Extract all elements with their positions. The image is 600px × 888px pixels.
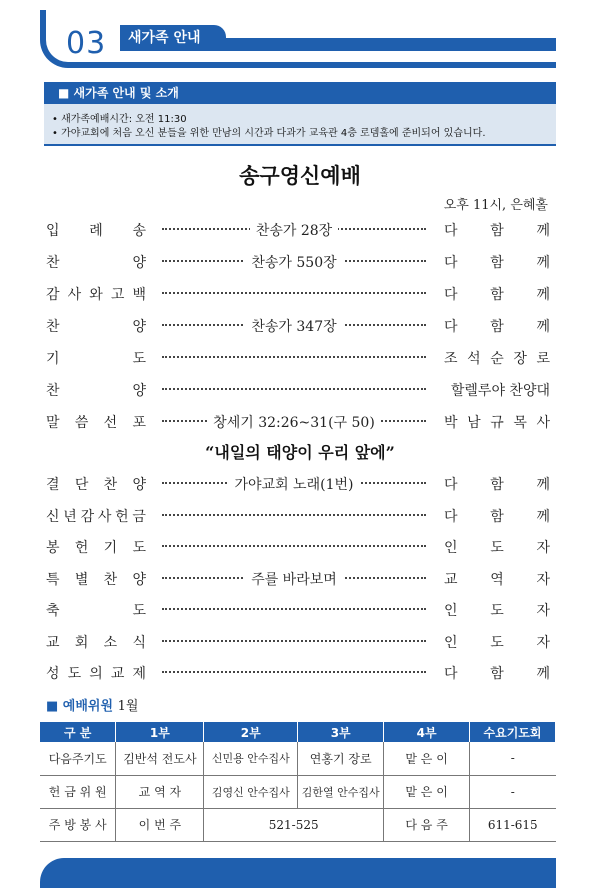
order-item-leader — [444, 220, 550, 240]
order-item-name — [46, 220, 146, 240]
table-cell: 신민용 안수집사 — [204, 742, 298, 775]
order-leader-char: 할렐루야 찬양대 — [450, 383, 550, 399]
order-leader-char: 자 — [536, 634, 550, 651]
order-name-char: 양 — [132, 383, 146, 399]
order-leader-char: 자 — [536, 603, 550, 619]
order-leader-char: 함 — [490, 666, 504, 682]
list-item — [46, 537, 550, 557]
order-name-char: 도 — [132, 351, 146, 367]
order-name-char: 교 — [46, 634, 60, 651]
col-header: 구 분 — [40, 722, 116, 742]
order-leader-char: 장 — [513, 351, 527, 367]
order-item-detail-wrap — [162, 316, 426, 336]
order-name-char: 년 — [63, 508, 77, 525]
order-item-leader — [444, 537, 550, 557]
table-cell: 611-615 — [470, 808, 556, 841]
notice-line: • 새가족예배시간: 오전 11:30 — [52, 114, 187, 125]
table-cell: 연홍기 장로 — [298, 742, 384, 775]
order-item-detail-wrap — [162, 252, 426, 272]
order-item-name — [46, 252, 146, 272]
order-leader-char: 함 — [490, 508, 504, 525]
order-leader-char: 께 — [536, 477, 550, 493]
order-item-name — [46, 537, 146, 557]
order-name-char: 찬 — [103, 477, 118, 493]
order-name-char: 포 — [132, 415, 146, 431]
order-name-char: 례 — [89, 223, 103, 239]
order-leader-char: 도 — [490, 603, 504, 619]
order-item-name — [46, 284, 146, 304]
order-leader-char: 다 — [444, 508, 458, 525]
list-item — [46, 220, 550, 240]
table-cell: 맡 은 이 — [384, 775, 470, 808]
order-leader-char: 규 — [490, 415, 504, 431]
order-item-leader — [444, 506, 550, 526]
order-leader-char: 박 — [444, 415, 458, 431]
order-name-char: 결 — [46, 477, 60, 493]
order-leader-char: 함 — [490, 319, 504, 335]
order-item-detail-wrap — [162, 474, 426, 494]
order-leader-char: 다 — [444, 666, 458, 682]
order-name-char: 송 — [132, 223, 146, 239]
order-leader-char: 자 — [536, 571, 550, 588]
order-item-name — [46, 348, 146, 368]
order-leader-char: 로 — [536, 351, 550, 367]
leader-dots — [162, 671, 426, 673]
service-title: 송구영신예배 — [239, 163, 361, 188]
header-accent-bar — [226, 38, 556, 51]
order-name-char: 양 — [132, 477, 146, 493]
list-item — [46, 252, 550, 272]
list-item — [46, 632, 550, 652]
order-item-name — [46, 632, 146, 652]
order-leader-char: 함 — [490, 223, 504, 239]
order-leader-char: 남 — [467, 415, 481, 431]
list-item — [46, 600, 550, 620]
col-header: 3부 — [298, 722, 384, 742]
order-leader-char: 다 — [444, 319, 458, 335]
table-cell: 김영신 안수집사 — [204, 775, 298, 808]
order-name-char: 식 — [132, 634, 146, 651]
order-leader-char: 인 — [444, 540, 458, 556]
order-leader-char: 순 — [490, 351, 504, 367]
order-name-char: 축 — [46, 603, 60, 619]
order-item-detail: 찬송가 347장 — [245, 319, 342, 335]
col-header: 4부 — [384, 722, 470, 742]
order-item-name — [46, 663, 146, 683]
leader-dots — [162, 514, 426, 516]
table-cell: 다 음 주 — [384, 808, 470, 841]
table-row — [40, 742, 556, 775]
order-leader-char: 께 — [536, 223, 550, 239]
order-name-char: 선 — [103, 415, 118, 431]
order-item-leader — [444, 412, 550, 432]
staff-header-row — [40, 722, 556, 742]
order-leader-char: 다 — [444, 223, 458, 239]
order-item-detail-wrap — [162, 220, 426, 240]
order-name-char: 기 — [46, 351, 60, 367]
order-name-char: 단 — [74, 477, 89, 493]
order-name-char: 입 — [46, 223, 60, 239]
order-name-char: 찬 — [46, 319, 60, 335]
col-header: 2부 — [204, 722, 298, 742]
order-leader-char: 함 — [490, 287, 504, 303]
order-name-char: 헌 — [115, 508, 129, 525]
service-time: 오후 11시, 은혜홀 — [443, 198, 548, 213]
table-cell: 주 방 봉 사 — [40, 808, 116, 841]
staff-title-label: ■ 예배위원 — [46, 699, 114, 714]
order-leader-char: 께 — [536, 508, 550, 525]
order-item-detail: 찬송가 550장 — [245, 255, 342, 271]
order-leader-char: 인 — [444, 603, 458, 619]
table-cell: 이 번 주 — [116, 808, 204, 841]
leader-dots — [162, 608, 426, 610]
order-leader-char: 도 — [490, 634, 504, 651]
sermon-title: “내일의 태양이 우리 앞에” — [205, 443, 395, 462]
table-cell: 헌 금 위 원 — [40, 775, 116, 808]
order-item-detail: 가야교회 노래(1번) — [229, 477, 360, 493]
order-name-char: 도 — [132, 603, 146, 619]
order-leader-char: 자 — [536, 540, 550, 556]
list-item — [46, 663, 550, 683]
order-name-char: 양 — [132, 255, 146, 271]
order-item-name — [46, 506, 146, 526]
order-name-char: 사 — [97, 508, 112, 525]
list-item — [46, 284, 550, 304]
order-name-char: 금 — [132, 508, 146, 525]
order-leader-char: 도 — [490, 540, 504, 556]
order-item-name — [46, 600, 146, 620]
order-name-char: 봉 — [46, 540, 60, 556]
order-item-leader — [444, 380, 550, 400]
notice-box — [44, 104, 556, 146]
order-name-char: 교 — [110, 666, 125, 682]
order-leader-char: 목 — [513, 415, 527, 431]
order-name-char: 찬 — [46, 383, 60, 399]
order-name-char: 백 — [132, 287, 146, 303]
order-name-char: 와 — [89, 287, 103, 303]
order-item-name — [46, 380, 146, 400]
order-name-char: 별 — [74, 571, 89, 588]
order-leader-char: 다 — [444, 255, 458, 271]
order-item-leader — [444, 474, 550, 494]
order-leader-char: 함 — [490, 477, 504, 493]
order-name-char: 회 — [74, 634, 89, 651]
list-item — [46, 506, 550, 526]
order-name-char: 씀 — [74, 415, 89, 431]
order-leader-char: 께 — [536, 319, 550, 335]
order-name-char: 감 — [80, 508, 95, 525]
order-name-char: 찬 — [103, 571, 118, 588]
order-item-leader — [444, 600, 550, 620]
order-leader-char: 조 — [444, 351, 458, 367]
staff-table — [40, 722, 556, 842]
order-leader-char: 께 — [536, 255, 550, 271]
staff-title — [46, 695, 138, 714]
leader-dots — [162, 640, 426, 642]
order-name-char: 감 — [46, 287, 60, 303]
table-cell: 김한열 안수집사 — [298, 775, 384, 808]
table-cell: - — [470, 742, 556, 775]
order-name-char: 사 — [67, 287, 82, 303]
order-name-char: 의 — [89, 666, 103, 682]
notice-title: ■ 새가족 안내 및 소개 — [44, 82, 556, 104]
table-cell: 다음주기도 — [40, 742, 116, 775]
section-title: 새가족 안내 — [120, 25, 226, 51]
table-cell: 맡 은 이 — [384, 742, 470, 775]
order-name-char: 소 — [103, 634, 118, 651]
order-leader-char: 께 — [536, 287, 550, 303]
order-name-char: 도 — [67, 666, 82, 682]
order-item-leader — [444, 632, 550, 652]
list-item — [46, 348, 550, 368]
order-item-detail: 찬송가 28장 — [250, 223, 338, 239]
order-leader-char: 석 — [467, 351, 481, 367]
table-row — [40, 808, 556, 841]
footer-bar — [40, 858, 556, 888]
table-cell: 김반석 전도사 — [116, 742, 204, 775]
order-item-name — [46, 316, 146, 336]
order-name-char: 제 — [132, 666, 146, 682]
order-name-char: 기 — [103, 540, 118, 556]
col-header: 1부 — [116, 722, 204, 742]
order-item-leader — [444, 569, 550, 589]
staff-month: 1월 — [117, 699, 139, 714]
section-number: 03 — [66, 26, 107, 61]
order-name-char: 도 — [132, 540, 146, 556]
list-item — [46, 474, 550, 494]
table-cell: 교 역 자 — [116, 775, 204, 808]
order-item-detail: 주를 바라보며 — [245, 572, 343, 588]
order-item-leader — [444, 284, 550, 304]
order-name-char: 말 — [46, 415, 60, 431]
order-item-detail-wrap — [162, 412, 426, 432]
list-item — [46, 412, 550, 432]
list-item — [46, 316, 550, 336]
order-leader-char: 다 — [444, 287, 458, 303]
notice-line: • 가야교회에 처음 오신 분들을 위한 만남의 시간과 다과가 교육관 4층 로뎀홀에 준비되어 있습니다. — [52, 128, 486, 139]
order-item-detail: 창세기 32:26~31(구 50) — [207, 415, 381, 431]
order-name-char: 헌 — [74, 540, 89, 556]
order-item-leader — [444, 663, 550, 683]
table-cell: 521-525 — [204, 808, 384, 841]
order-name-char: 특 — [46, 571, 60, 588]
order-leader-char: 역 — [490, 571, 504, 588]
order-item-leader — [444, 348, 550, 368]
table-row — [40, 775, 556, 808]
order-item-detail-wrap — [162, 569, 426, 589]
order-leader-char: 교 — [444, 571, 458, 588]
order-leader-char: 사 — [536, 415, 550, 431]
leader-dots — [162, 292, 426, 294]
order-item-leader — [444, 316, 550, 336]
order-name-char: 양 — [132, 571, 146, 588]
order-leader-char: 함 — [490, 255, 504, 271]
order-item-leader — [444, 252, 550, 272]
order-item-name — [46, 569, 146, 589]
order-item-name — [46, 412, 146, 432]
order-name-char: 찬 — [46, 255, 60, 271]
leader-dots — [162, 388, 426, 390]
table-cell: - — [470, 775, 556, 808]
order-name-char: 신 — [46, 508, 60, 525]
order-name-char: 고 — [110, 287, 125, 303]
order-name-char: 양 — [132, 319, 146, 335]
leader-dots — [162, 356, 426, 358]
leader-dots — [162, 545, 426, 547]
col-header: 수요기도회 — [470, 722, 556, 742]
order-item-name — [46, 474, 146, 494]
list-item — [46, 569, 550, 589]
order-name-char: 성 — [46, 666, 60, 682]
order-leader-char: 께 — [536, 666, 550, 682]
order-leader-char: 다 — [444, 477, 458, 493]
list-item — [46, 380, 550, 400]
order-leader-char: 인 — [444, 634, 458, 651]
